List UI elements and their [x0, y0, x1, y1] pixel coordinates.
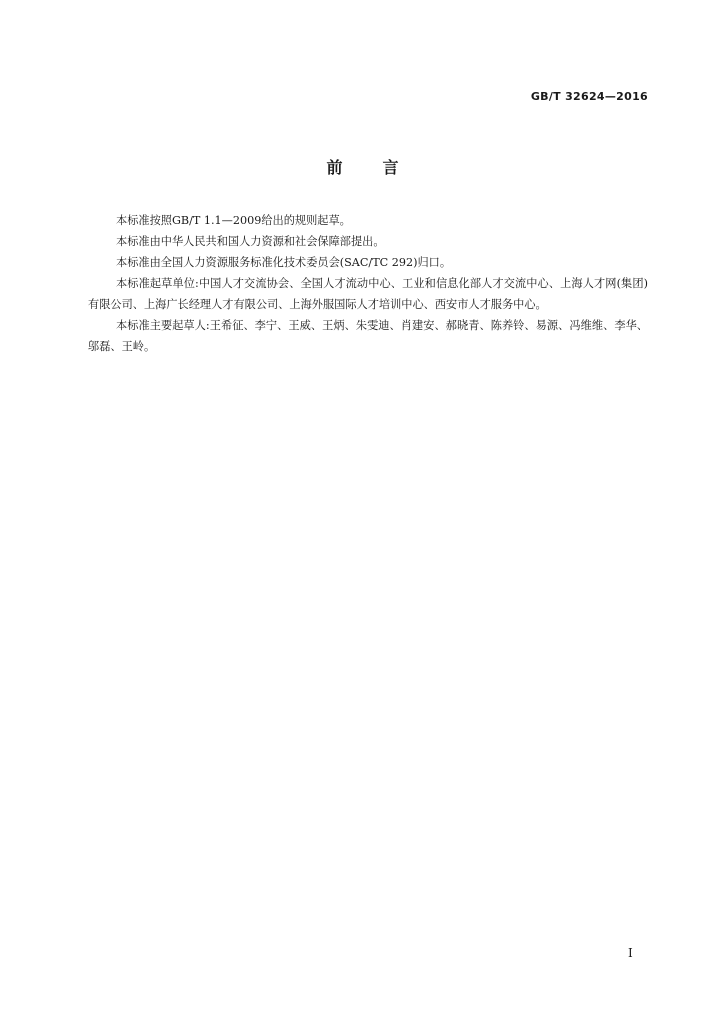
foreword-body [88, 210, 648, 357]
paragraph-drafters: 本标准主要起草人:王希征、李宁、王威、王炳、朱雯迪、肖建安、郝晓青、陈养铃、易源、冯维维、李华、邬磊、王岭。 [88, 319, 648, 353]
page-title: 前言 [326, 158, 439, 177]
standard-number: GB/T 32624—2016 [530, 90, 648, 103]
paragraph-technical-committee: 本标准由全国人力资源服务标准化技术委员会(SAC/TC 292)归口。 [116, 256, 452, 269]
page-number: I [628, 946, 633, 960]
paragraph-drafting-rules: 本标准按照GB/T 1.1—2009给出的规则起草。 [116, 214, 351, 227]
paragraph-drafting-units: 本标准起草单位:中国人才交流协会、全国人才流动中心、工业和信息化部人才交流中心、上海人才网(集团)有限公司、上海广长经理人才有限公司、上海外服国际人才培训中心、西安市人才服务中心。 [88, 277, 648, 311]
paragraph-proposer: 本标准由中华人民共和国人力资源和社会保障部提出。 [116, 235, 385, 248]
